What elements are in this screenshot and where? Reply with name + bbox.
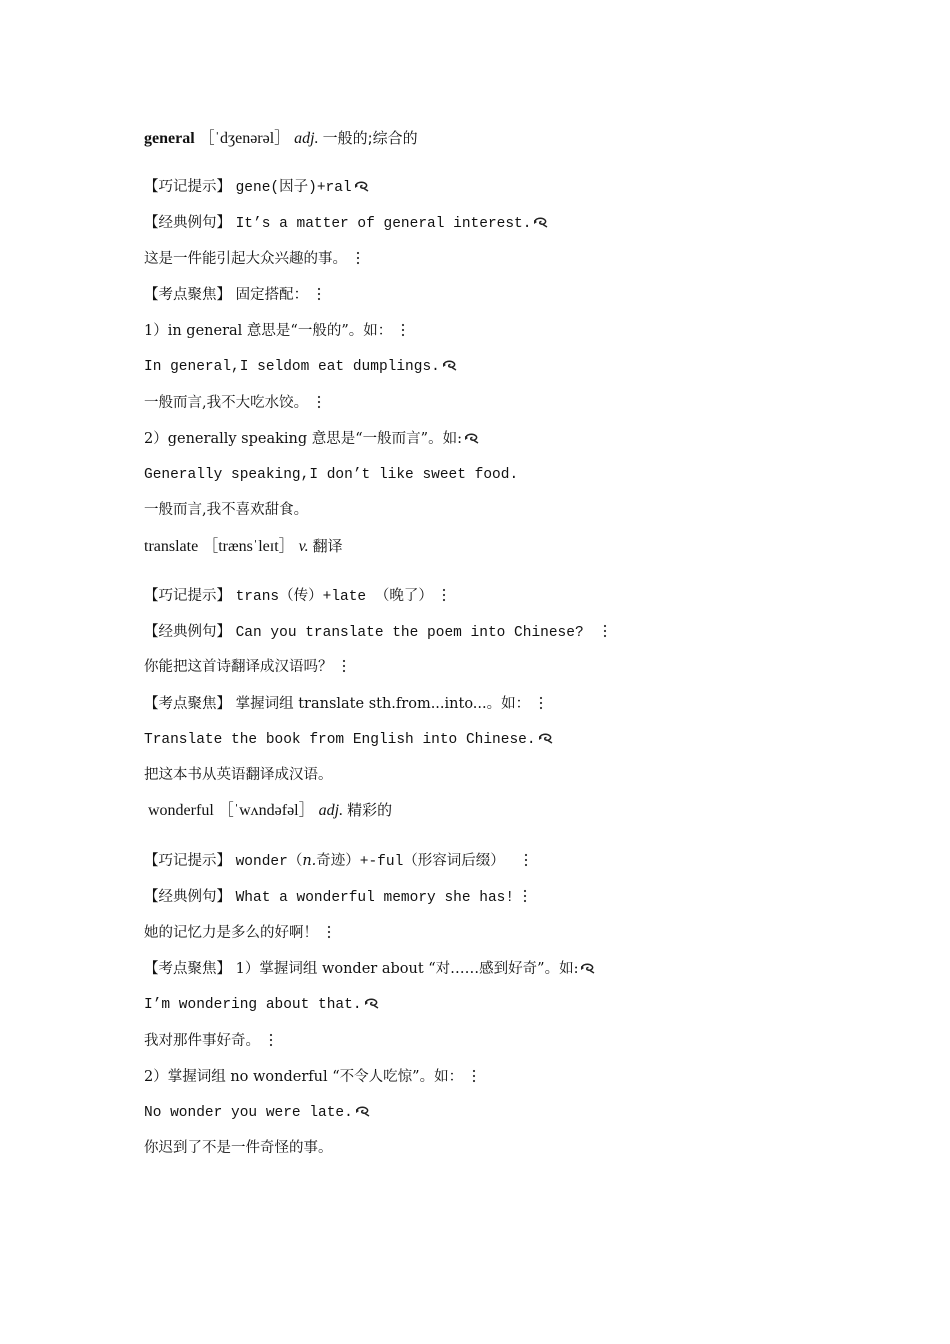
point-example-text: I’m wondering about that. bbox=[144, 997, 362, 1013]
focus-text: 固定搭配： bbox=[235, 287, 309, 303]
vertical-dots-icon bbox=[316, 287, 322, 301]
memo-text: trans（传）+late （晚了） bbox=[235, 589, 433, 605]
headword: general bbox=[144, 130, 195, 147]
example-line bbox=[144, 887, 528, 908]
point-cn-text: 一般而言,我不喜欢甜食。 bbox=[144, 502, 309, 518]
curly-arrow-icon bbox=[354, 180, 370, 192]
point-2-translation bbox=[144, 1138, 333, 1158]
meaning: 精彩的 bbox=[347, 801, 393, 819]
curly-arrow-icon bbox=[442, 359, 458, 371]
vertical-dots-icon bbox=[341, 659, 347, 673]
point-1-example bbox=[144, 995, 380, 1015]
vertical-dots-icon bbox=[538, 696, 544, 710]
phonetic: ［trænsˈleɪt］ bbox=[202, 538, 295, 555]
entry-heading-wonderful bbox=[148, 800, 392, 821]
memo-text-a: wonder（ bbox=[235, 854, 303, 870]
point-1-translation bbox=[144, 1031, 274, 1051]
vertical-dots-icon bbox=[316, 395, 322, 409]
curly-arrow-icon bbox=[364, 997, 380, 1009]
memo-label: 【巧记提示】 bbox=[144, 588, 231, 604]
point-cn-text: 一般而言,我不大吃水饺。 bbox=[144, 395, 309, 411]
example-label: 【经典例句】 bbox=[144, 624, 231, 640]
headword: wonderful bbox=[148, 802, 214, 819]
headword: translate bbox=[144, 538, 199, 555]
example-line bbox=[144, 622, 608, 643]
memo-line bbox=[144, 851, 529, 872]
point-example-text: No wonder you were late. bbox=[144, 1105, 353, 1121]
point-2-example bbox=[144, 465, 518, 485]
point-text: 1）in general 意思是“一般的”。如： bbox=[144, 323, 393, 339]
example-cn-text: 她的记忆力是多么的好啊！ bbox=[144, 925, 318, 941]
curly-arrow-icon bbox=[580, 962, 596, 974]
point-example-text: Generally speaking,I don’t like sweet food. bbox=[144, 467, 519, 483]
point-1-translation bbox=[144, 393, 322, 413]
vertical-dots-icon bbox=[523, 853, 529, 867]
vertical-dots-icon bbox=[326, 925, 332, 939]
example-cn-text: 这是一件能引起大众兴趣的事。 bbox=[144, 251, 347, 267]
example-text: It’s a matter of general interest. bbox=[235, 216, 532, 232]
example-line bbox=[144, 213, 549, 234]
memo-label: 【巧记提示】 bbox=[144, 179, 231, 195]
example-translation bbox=[144, 249, 361, 269]
point-1-example bbox=[144, 730, 554, 750]
example-text: What a wonderful memory she has! bbox=[235, 890, 515, 906]
point-2-example bbox=[144, 1103, 371, 1123]
phonetic: ［ˈdʒenərəl］ bbox=[198, 130, 291, 147]
example-label: 【经典例句】 bbox=[144, 215, 231, 231]
focus-label: 【考点聚焦】 bbox=[144, 287, 231, 303]
vertical-dots-icon bbox=[602, 624, 608, 638]
point-text: 2）generally speaking 意思是“一般而言”。如: bbox=[144, 431, 462, 447]
example-translation bbox=[144, 923, 332, 943]
point-1-translation bbox=[144, 765, 333, 785]
memo-line bbox=[144, 586, 447, 607]
example-cn-text: 你能把这首诗翻译成汉语吗？ bbox=[144, 659, 333, 675]
point-2-translation bbox=[144, 500, 308, 520]
point-2 bbox=[144, 1067, 477, 1087]
point-cn-text: 你迟到了不是一件奇怪的事。 bbox=[144, 1140, 333, 1156]
memo-label: 【巧记提示】 bbox=[144, 853, 231, 869]
vertical-dots-icon bbox=[471, 1069, 477, 1083]
meaning: 一般的;综合的 bbox=[322, 129, 418, 147]
memo-text-b: 奇迹）+-ful（形容词后缀） bbox=[316, 854, 505, 870]
point-1 bbox=[144, 321, 406, 341]
focus-label: 【考点聚焦】 bbox=[144, 961, 231, 977]
point-example-text: In general,I seldom eat dumplings. bbox=[144, 359, 440, 375]
part-of-speech: v. bbox=[298, 538, 309, 555]
focus-line bbox=[144, 959, 596, 979]
vertical-dots-icon bbox=[355, 251, 361, 265]
point-text: 2）掌握词组 no wonderful “不令人吃惊”。如： bbox=[144, 1069, 464, 1085]
part-of-speech: adj. bbox=[318, 802, 344, 819]
point-1-example bbox=[144, 357, 458, 377]
vertical-dots-icon bbox=[441, 588, 447, 602]
entry-heading-general bbox=[144, 128, 418, 149]
curly-arrow-icon bbox=[355, 1105, 371, 1117]
vertical-dots-icon bbox=[400, 323, 406, 337]
example-translation bbox=[144, 657, 347, 677]
curly-arrow-icon bbox=[464, 432, 480, 444]
point-cn-text: 把这本书从英语翻译成汉语。 bbox=[144, 767, 333, 783]
part-of-speech: adj. bbox=[294, 130, 319, 147]
focus-label: 【考点聚焦】 bbox=[144, 696, 231, 712]
curly-arrow-icon bbox=[533, 216, 549, 228]
example-label: 【经典例句】 bbox=[144, 889, 231, 905]
memo-text: gene(因子)+ral bbox=[235, 180, 352, 196]
point-2 bbox=[144, 429, 480, 449]
focus-text: 1）掌握词组 wonder about “对……感到好奇”。如: bbox=[235, 961, 579, 977]
point-cn-text: 我对那件事好奇。 bbox=[144, 1033, 260, 1049]
example-text: Can you translate the poem into Chinese? bbox=[235, 625, 584, 641]
point-example-text: Translate the book from English into Chinese. bbox=[144, 732, 536, 748]
memo-pos: n. bbox=[302, 853, 317, 869]
focus-line bbox=[144, 285, 322, 305]
focus-line bbox=[144, 694, 544, 714]
focus-text: 掌握词组 translate sth.from...into...。如： bbox=[235, 696, 531, 712]
entry-heading-translate bbox=[144, 536, 343, 557]
curly-arrow-icon bbox=[538, 732, 554, 744]
meaning: 翻译 bbox=[312, 537, 343, 555]
vertical-dots-icon bbox=[268, 1033, 274, 1047]
memo-line bbox=[144, 177, 370, 198]
phonetic: ［ˈwʌndəfəl］ bbox=[217, 802, 315, 819]
vertical-dots-icon bbox=[522, 889, 528, 903]
